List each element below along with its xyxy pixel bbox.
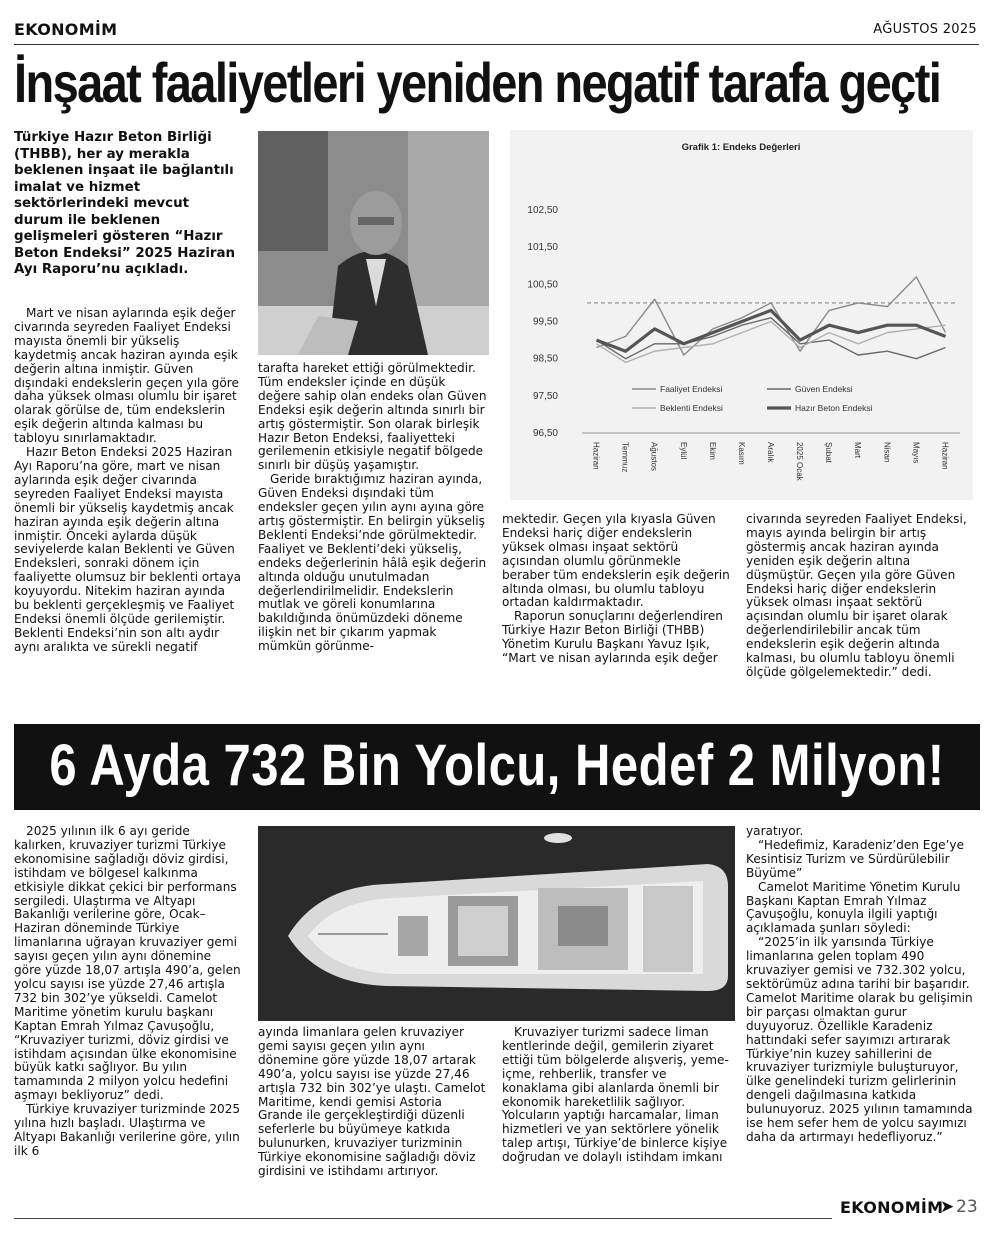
- legend-label: Faaliyet Endeksi: [660, 384, 723, 394]
- y-tick-label: 96,50: [532, 428, 558, 439]
- paragraph: tarafta hareket ettiği görülmektedir. Tüm endeksler içinde en düşük değere sahip olan endeks olan Güven Endeksi eşik değerin altında sınırlı bir artış göstermiştir. Son olarak birleşik Hazır Beton Endeksi, faaliyetteki gerilemenin etkisiyle negatif bölgede sınırlı bir düşüş yaşamıştır.: [258, 361, 487, 473]
- issue-date: AĞUSTOS 2025: [873, 22, 977, 37]
- legend-label: Beklenti Endeksi: [660, 403, 723, 413]
- paragraph: Camelot Maritime Yönetim Kurulu Başkanı Kaptan Emrah Yılmaz Çavuşoğlu, konuyla ilgili yaptığı açıklamada şunları söyledi:: [746, 879, 961, 936]
- x-tick-label: 2025 Ocak: [795, 442, 805, 481]
- y-tick-label: 97,50: [532, 390, 558, 402]
- paragraph: yaratıyor.: [746, 824, 804, 838]
- x-tick-label: Mart: [853, 442, 863, 458]
- index-chart-svg: [510, 130, 973, 500]
- chevron-right-icon: ➤: [940, 1197, 955, 1217]
- article1-headline: İnşaat faaliyetleri yeniden negatif tarafa geçti: [14, 51, 941, 114]
- article1-column-2: [258, 362, 489, 654]
- x-tick-label: Haziran: [940, 442, 950, 470]
- article1-column-1: [14, 307, 242, 655]
- article1-lead: Türkiye Hazır Beton Birliği (THBB), her ay merakla beklenen inşaat ile bağlantılı imalat ve hizmet sektörlerindeki mevcut durum ile beklenen gelişmeleri gösteren “Hazır Beton Endeksi” 2025 Haziran Ayı Raporu’nu açıkladı.: [14, 130, 236, 277]
- legend-label: Hazır Beton Endeksi: [795, 403, 873, 413]
- article1-column-4: [746, 513, 974, 680]
- x-tick-label: Aralık: [766, 442, 775, 463]
- x-tick-label: Şubat: [824, 442, 834, 463]
- x-tick-label: Haziran: [591, 442, 601, 470]
- y-tick-label: 102,50: [527, 205, 558, 216]
- y-tick-label: 99,50: [532, 316, 558, 328]
- footer-divider: [14, 1218, 832, 1219]
- y-tick-label: 101,50: [527, 242, 558, 254]
- article1-column-3: [502, 513, 732, 666]
- x-tick-label: Ağustos: [649, 442, 659, 471]
- cruise-ship-photo: [258, 826, 735, 1021]
- paragraph: Türkiye kruvaziyer turizminde 2025 yılına hızlı başladı. Ulaştırma ve Altyapı Bakanlığı verilerine göre, yılın ilk 6: [14, 1102, 241, 1158]
- paragraph: “Hedefimiz, Karadeniz’den Ege’ye Kesintisiz Turizm ve Sürdürülebilir Büyüme”: [746, 837, 965, 880]
- paragraph: mektedir. Geçen yıla kıyasla Güven Endeksi hariç diğer endekslerin yüksek olması inşaat sektörü açısından olumlu görünmekle beraber tüm endekslerin eşik değerin altında olması, bu olumlu tabloyu ortadan kaldırmaktadır.: [502, 512, 730, 610]
- index-chart: [510, 130, 973, 500]
- article2-headline: 6 Ayda 732 Bin Yolcu, Hedef 2 Milyon!: [49, 733, 945, 798]
- header-divider: [14, 44, 979, 45]
- portrait-photo: [258, 131, 489, 355]
- paragraph: Mart ve nisan aylarında eşik değer civarında seyreden Faaliyet Endeksi mayısta önemli bir yükseliş kaydetmiş ancak haziran ayında eşik değerin altına inmiştir. Güven dışındaki endekslerin geçen yıla göre daha yüksek olması olumlu bir işaret olarak görülse de, tüm endekslerin eşik değerin altında kalması bu tabloyu sınırlamaktadır.: [14, 306, 239, 446]
- legend-label: Güven Endeksi: [795, 384, 853, 394]
- article2-column-4: [746, 825, 974, 1145]
- paragraph: civarında seyreden Faaliyet Endeksi, mayıs ayında belirgin bir artış göstermiş ancak haziran ayında yeniden eşik değerin altına düşmüştür. Geçen yıla göre Güven Endeksi hariç diğer endekslerin yüksek olması inşaat sektörü açısından olumlu bir işaret olarak değerlendirilebilir ancak tüm endekslerin eşik değerin altında kalması, bu olumlu tabloyu önemli ölçüde gölgelemektedir.” dedi.: [746, 512, 967, 679]
- article2-column-1: [14, 825, 242, 1159]
- x-tick-label: Nisan: [882, 442, 892, 463]
- footer-section-label: EKONOMİM: [840, 1198, 944, 1217]
- paragraph: Geride bıraktığımız haziran ayında, Güven Endeksi dışındaki tüm endeksler geçen yılın aynı ayına göre artış göstermiştir. En belirgin yükseliş Beklenti Endeksi’nde görülmektedir. Faaliyet ve Beklenti’deki yükseliş, endeks değerlerinin hâlâ eşik değerin altında olduğu unutulmadan değerlendirilmelidir. Endekslerin mutlak ve göreli konumlarına bakıldığında önümüzdeki döneme ilişkin net bir çıkarım yapmak mümkün görünme-: [258, 472, 487, 654]
- page-number: 23: [956, 1197, 978, 1217]
- x-tick-label: Eylül: [678, 442, 688, 460]
- paragraph: Kruvaziyer turizmi sadece liman kentlerinde değil, gemilerin ziyaret ettiği tüm bölgelerde alışveriş, yeme-içme, rehberlik, transfer ve konaklama gibi alanlarda önemli bir ekonomik hareketlilik sağlıyor. Yolcuların yaptığı harcamalar, liman hizmetleri ve yan sektörlere yönelik talep artışı, Türkiye’de binlerce kişiye doğrudan ve dolaylı istihdam imkanı: [502, 1025, 729, 1165]
- paragraph: Hazır Beton Endeksi 2025 Haziran Ayı Raporu’na göre, mart ve nisan aylarında eşik değer civarında seyreden Faaliyet Endeksi mayısta önemli bir yükseliş kaydetmiş ancak haziran ayında eşik değerin altına inmiştir. Önceki aylarda düşük seviyelerde kalan Beklenti ve Güven Endeksleri, sonraki dönem için faaliyette olumsuz bir beklenti ortaya koyuyordu. Nitekim haziran ayında bu beklenti gerçekleşmiş ve Faaliyet Endeksi önemli ölçüde gerilemiştir. Beklenti Endeksi’nin son altı aydır aynı aralıkta ve sürekli negatif: [14, 445, 242, 654]
- paragraph: “2025’in ilk yarısında Türkiye limanlarına gelen toplam 490 kruvaziyer gemisi ve 732.302 yolcu, sektörümüz adına tarihi bir başarıdır. Camelot Maritime olarak bu gelişimin bir parçası olmaktan gurur duyuyoruz. Özellikle Karadeniz hattındaki sefer sayımızı artırarak Türkiye’nin kuzey sahillerini de kruvaziyer turizmiyle buluşturuyor, ülke genelindeki turizm gelirlerinin dengeli dağılmasına katkıda bulunuyoruz. 2025 yılının tamamında ise hem sefer hem de yolcu sayımızı daha da artırmayı hedefliyoruz.”: [746, 935, 973, 1144]
- paragraph: Raporun sonuçlarını değerlendiren Türkiye Hazır Beton Birliği (THBB) Yönetim Kurulu Başkanı Yavuz Işık, “Mart ve nisan aylarında eşik değer: [502, 609, 723, 666]
- article2-column-3: [502, 1026, 732, 1165]
- x-tick-label: Ekim: [707, 442, 717, 460]
- y-tick-label: 98,50: [532, 353, 558, 365]
- article2-banner: [14, 724, 980, 810]
- paragraph: ayında limanlara gelen kruvaziyer gemi sayısı geçen yılın aynı dönemine göre yüzde 18,07 artarak 490’a, yolcu sayısı ise yüzde 27,46 artışla 732 bin 302’ye ulaştı. Camelot Maritime, kendi gemisi Astoria Grande ile gerçekleştirdiği düzenli seferlerle bu büyümeye katkıda bulunurken, kruvaziyer turizminin Türkiye ekonomisine sağladığı döviz girdisini ve istihdamı artırıyor.: [258, 1025, 486, 1179]
- section-label: EKONOMİM: [14, 20, 118, 39]
- x-tick-label: Temmuz: [620, 442, 630, 473]
- article2-column-2: [258, 1026, 489, 1179]
- y-tick-label: 100,50: [527, 279, 558, 291]
- paragraph: 2025 yılının ilk 6 ayı geride kalırken, kruvaziyer turizmi Türkiye ekonomisine sağladığı döviz girdisi, istihdam ve bölgesel kalkınma etkisiyle dikkat çekici bir performans sergiledi. Ulaştırma ve Altyapı Bakanlığı verilerine göre, Ocak–Haziran döneminde Türkiye limanlarına uğrayan kruvaziyer gemi sayısı geçen yılın aynı dönemine göre yüzde 18,07 artışla 490’a, gelen yolcu sayısı ise yüzde 27,46 artışla 732 bin 302’ye yükseldi. Camelot Maritime yönetim kurulu başkanı Kaptan Emrah Yılmaz Çavuşoğlu, “Kruvaziyer turizmi, döviz girdisi ve istihdam açısından ülke ekonomisine büyük katkı sağlıyor. Bu yılın tamamında 2 milyon yolcu hedefini aşmayı bekliyoruz” dedi.: [14, 824, 241, 1103]
- chart-title: Grafik 1: Endeks Değerleri: [681, 142, 801, 153]
- x-tick-label: Mayıs: [911, 442, 921, 464]
- x-tick-label: Kasım: [736, 442, 746, 465]
